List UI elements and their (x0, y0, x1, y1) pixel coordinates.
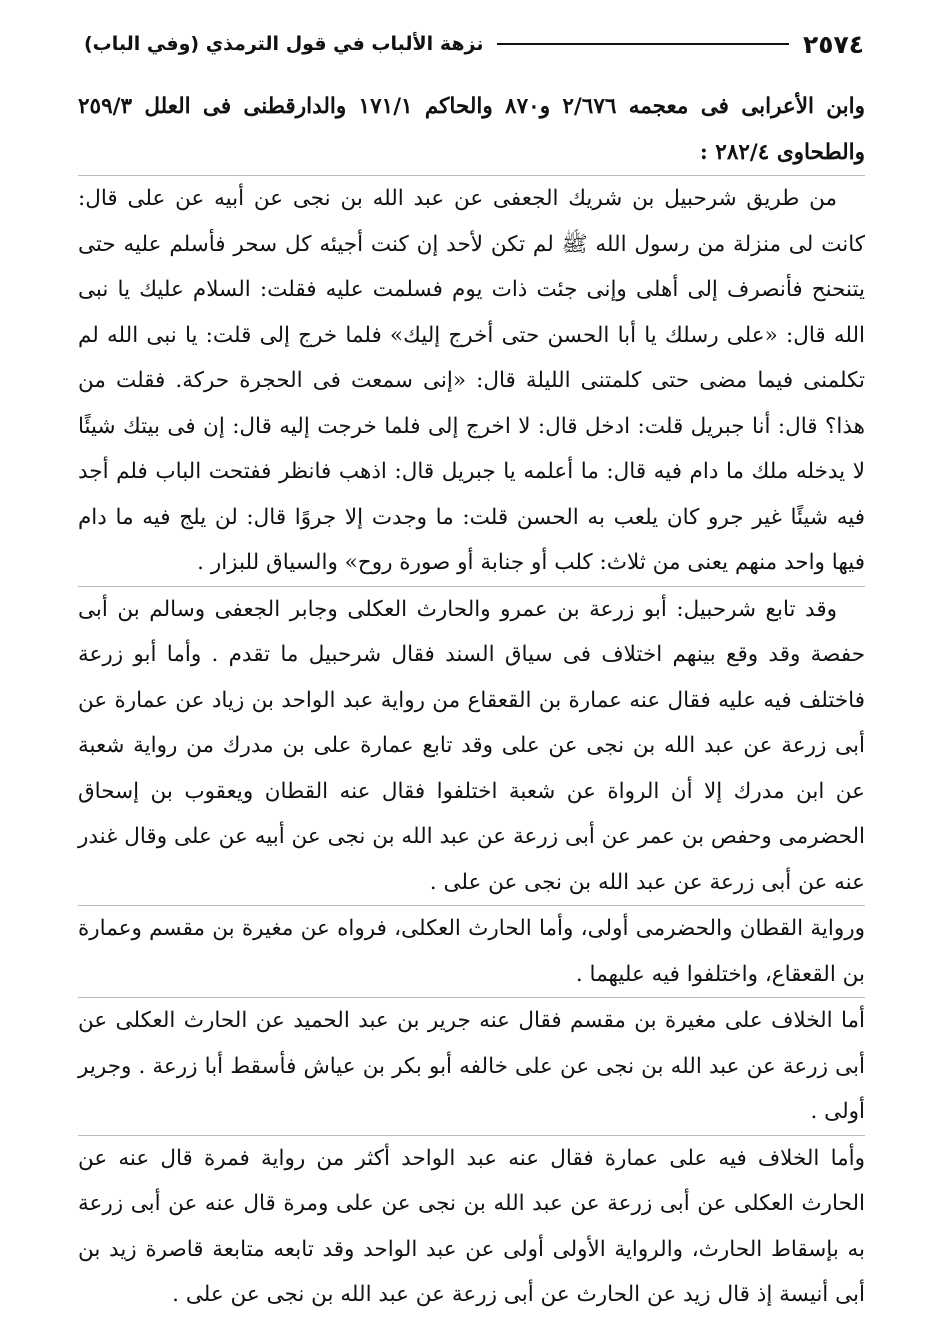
paragraph-mughira-dispute: أما الخلاف على مغيرة بن مقسم فقال عنه جرير بن عبد الحميد عن الحارث العكلى عن أبى زرعة عن عبد الله بن نجى عن على خالفه أبو بكر بن عياش فأسقط أبا زرعة . وجرير أولى . (78, 1008, 865, 1124)
body-text (78, 84, 865, 1318)
paragraph-umara-dispute: وأما الخلاف فيه على عمارة فقال عنه عبد الواحد أكثر من رواية فمرة قال عنه عن الحارث العكلى عن أبى زرعة عن عبد الله بن نجى عن على ومرة قال عنه عن أبى زرعة به بإسقاط الحارث، والرواية الأولى أولى عن عبد الواحد وقد تابعه متابعة قاصرة زيد بن أبى أنيسة إذ قال زيد عن الحارث عن أبى زرعة عن عبد الله بن نجى عن على . (78, 1145, 865, 1307)
paragraph-citation-continuation: وابن الأعرابى فى معجمه ٢/٦٧٦ و٨٧٠ والحاكم ١٧١/١ والدارقطنى فى العلل ٢٥٩/٣ والطحاوى ٢٨٢/٤ : (78, 94, 865, 165)
paragraph-hadith-text: من طريق شرحبيل بن شريك الجعفى عن عبد الله بن نجى عن أبيه عن على قال: كانت لى منزلة من رسول الله ﷺ لم تكن لأحد إن كنت أجيئه كل سحر فأسلم عليه حتى يتنحنح فأنصرف إلى أهلى وإنى جئت ذات يوم فسلمت عليه فقلت: السلام عليك يا نبى الله قال: «على رسلك يا أبا الحسن حتى أخرج إليك» فلما خرج إلى قلت: يا نبى الله لم تكلمنى فيما مضى حتى كلمتنى الليلة قال: «إنى سمعت فى الحجرة حركة. فقلت من هذا؟ قال: أنا جبريل قلت: ادخل قال: لا اخرج إلى فلما خرجت إليه قال: إن فى بيتك شيئًا لا يدخله ملك ما دام فيه قال: ما أعلمه يا جبريل قال: اذهب فانظر ففتحت الباب فلم أجد فيه شيئًا غير جرو كان يلعب به الحسن قلت: ما وجدت إلا جروًا قال: لن يلج فيه ما دام فيها واحد منهم يعنى من ثلاث: كلب أو جنابة أو صورة روح» والسياق للبزار . (78, 186, 865, 575)
paragraph-followers: وقد تابع شرحبيل: أبو زرعة بن عمرو والحارث العكلى وجابر الجعفى وسالم بن أبى حفصة وقد وقع بينهم اختلاف فى سياق السند فقال شرحبيل ما تقدم . وأما أبو زرعة فاختلف فيه عليه فقال عنه عمارة بن القعقاع من رواية عبد الواحد بن زياد عن عمارة عن أبى زرعة عن عبد الله بن نجى عن على وقد تابع عمارة على بن مدرك من رواية شعبة عن ابن مدرك إلا أن الرواة عن شعبة اختلفوا فقال عنه القطان ويعقوب بن إسحاق الحضرمى وحفص بن عمر عن أبى زرعة عن عبد الله بن نجى عن أبيه عن على وقال غندر عنه عن أبى زرعة عن عبد الله بن نجى عن على . (78, 596, 865, 895)
book-title: نزهة الألباب في قول الترمذي (وفي الباب) (84, 33, 484, 55)
paragraph-qattan-narration: ورواية القطان والحضرمى أولى، وأما الحارث العكلى، فرواه عن مغيرة بن مقسم وعمارة بن القعقاع، واختلفوا فيه عليهما . (78, 916, 865, 987)
header-rule (497, 43, 788, 45)
page-number: ٢٥٧٤ (802, 29, 864, 59)
running-header (84, 22, 864, 66)
